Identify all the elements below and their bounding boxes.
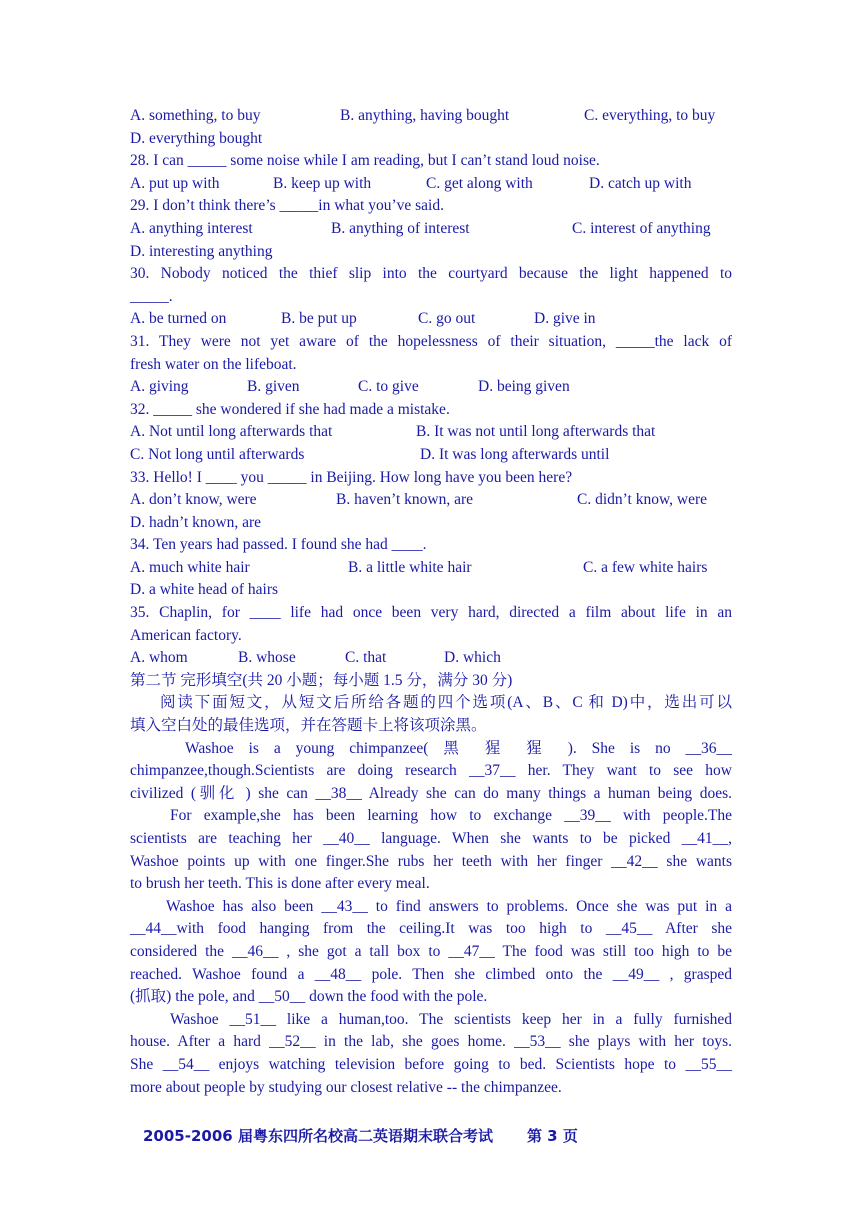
option-row [130,173,732,196]
answer-option: B. a little white hair [348,558,472,576]
option-row [130,308,732,331]
paragraph-line: Washoe points up with one finger.She rubs her teeth with her finger __42__ she wants [130,852,732,870]
text-line: American factory. [130,626,242,644]
paragraph-line: scientists are teaching her __40__ language. When she wants to be picked __41__, [130,830,732,847]
answer-option: A. giving [130,378,189,396]
answer-option: C. Not long until afterwards [130,445,305,463]
text-line: 34. Ten years had passed. I found she had ____. [130,536,427,554]
paragraph-line: Washoe has also been __43__ to find answers to problems. Once she was put in a [166,897,732,915]
paragraph-line: civilized (驯化 ) she can __38__ Already she can do many things a human being does. [130,784,732,802]
paragraph-line: 30. Nobody noticed the thief slip into the courtyard because the light happened to [130,265,732,283]
option-row [130,444,732,467]
answer-option: C. go out [418,310,476,328]
answer-option: A. whom [130,649,188,667]
paragraph-line: 阅读下面短文，从短文后所给各题的四个选项(A、B、C 和 D)中，选出可以 [160,694,732,712]
answer-option: A. put up with [130,174,220,192]
answer-option: A. much white hair [130,558,250,576]
text-line: D. hadn’t known, are [130,513,262,531]
option-row [130,105,732,128]
paragraph-line: Washoe __51__ like a human,too. The scientists keep her in a fully furnished [170,1010,732,1028]
text-line: more about people by studying our closest relative -- the chimpanzee. [130,1078,562,1096]
answer-option: A. don’t know, were [130,491,257,509]
text-line: 33. Hello! I ____ you _____ in Beijing. How long have you been here? [130,468,573,486]
text-line: 28. I can _____ some noise while I am reading, but I can’t stand loud noise. [130,152,600,170]
text-line: D. everything bought [130,129,263,147]
answer-option: D. which [444,649,501,667]
answer-option: C. that [345,649,387,667]
answer-option: A. Not until long afterwards that [130,423,333,441]
answer-option: D. give in [534,310,596,328]
text-line: fresh water on the lifeboat. [130,355,297,373]
answer-option: A. something, to buy [130,107,261,124]
text-line: (抓取) the pole, and __50__ down the food with the pole. [130,988,488,1006]
text-line: D. interesting anything [130,242,273,260]
answer-option: B. be put up [281,310,357,328]
answer-option: C. everything, to buy [584,107,716,124]
text-line: _____. [130,287,173,305]
option-row [130,557,732,580]
answer-option: B. haven’t known, are [336,491,474,509]
answer-option: B. anything, having bought [340,107,510,124]
answer-option: C. to give [358,378,419,396]
answer-option: D. catch up with [589,174,692,192]
answer-option: B. keep up with [273,174,372,192]
option-row [130,376,732,399]
text-line: 32. _____ she wondered if she had made a mistake. [130,400,450,418]
answer-option: D. It was long afterwards until [420,445,610,463]
option-row [130,421,732,444]
paragraph-line: For example,she has been learning how to exchange __39__ with people.The [170,807,732,825]
text-line: 填入空白处的最佳选项，并在答题卡上将该项涂黑。 [130,717,487,735]
option-row [130,647,732,670]
paragraph-line: house. After a hard __52__ in the lab, she goes home. __53__ she plays with her toys. [130,1033,732,1051]
answer-option: B. given [247,378,300,396]
answer-option: C. interest of anything [572,219,711,237]
paragraph-line: 35. Chaplin, for ____ life had once been very hard, directed a film about life in an [130,604,732,622]
footer-page-number: 第 3 页 [526,1127,578,1145]
option-row [130,489,732,512]
paragraph-line: She __54__ enjoys watching television before going to bed. Scientists hope to __55__ [130,1055,732,1073]
paragraph-line: reached. Washoe found a __48__ pole. Then she climbed onto the __49__ , grasped [130,965,732,983]
text-line: 29. I don’t think there’s _____in what you’ve said. [130,197,444,215]
answer-option: B. anything of interest [331,219,470,237]
exam-content [130,105,732,1099]
text-line: 第二节 完形填空(共 20 小题；每小题 1.5 分，满分 30 分) [130,671,513,689]
text-line: to brush her teeth. This is done after every meal. [130,875,430,893]
option-row [130,218,732,241]
paragraph-line: __44__with food hanging from the ceiling.It was too high to __45__ After she [130,920,732,938]
answer-option: B. It was not until long afterwards that [416,423,656,441]
answer-option: C. a few white hairs [583,558,708,576]
page-footer [143,1125,578,1146]
answer-option: A. be turned on [130,310,227,328]
footer-title: 2005-2006 届粤东四所名校高二英语期末联合考试 [143,1127,493,1145]
text-line: D. a white head of hairs [130,581,279,599]
answer-option: B. whose [238,649,296,667]
answer-option: D. being given [478,378,570,396]
answer-option: A. anything interest [130,219,253,237]
answer-option: C. didn’t know, were [577,491,708,509]
answer-option: C. get along with [426,174,533,192]
paragraph-line: chimpanzee,though.Scientists are doing research __37__ her. They want to see how [130,762,732,780]
paragraph-line: considered the __46__ , she got a tall box to __47__ The food was still too high to be [130,942,732,960]
paragraph-line: Washoe is a young chimpanzee( 黑 猩 猩 ). She is no __36__ [185,739,732,757]
paragraph-line: 31. They were not yet aware of the hopelessness of their situation, _____the lack of [130,332,732,350]
